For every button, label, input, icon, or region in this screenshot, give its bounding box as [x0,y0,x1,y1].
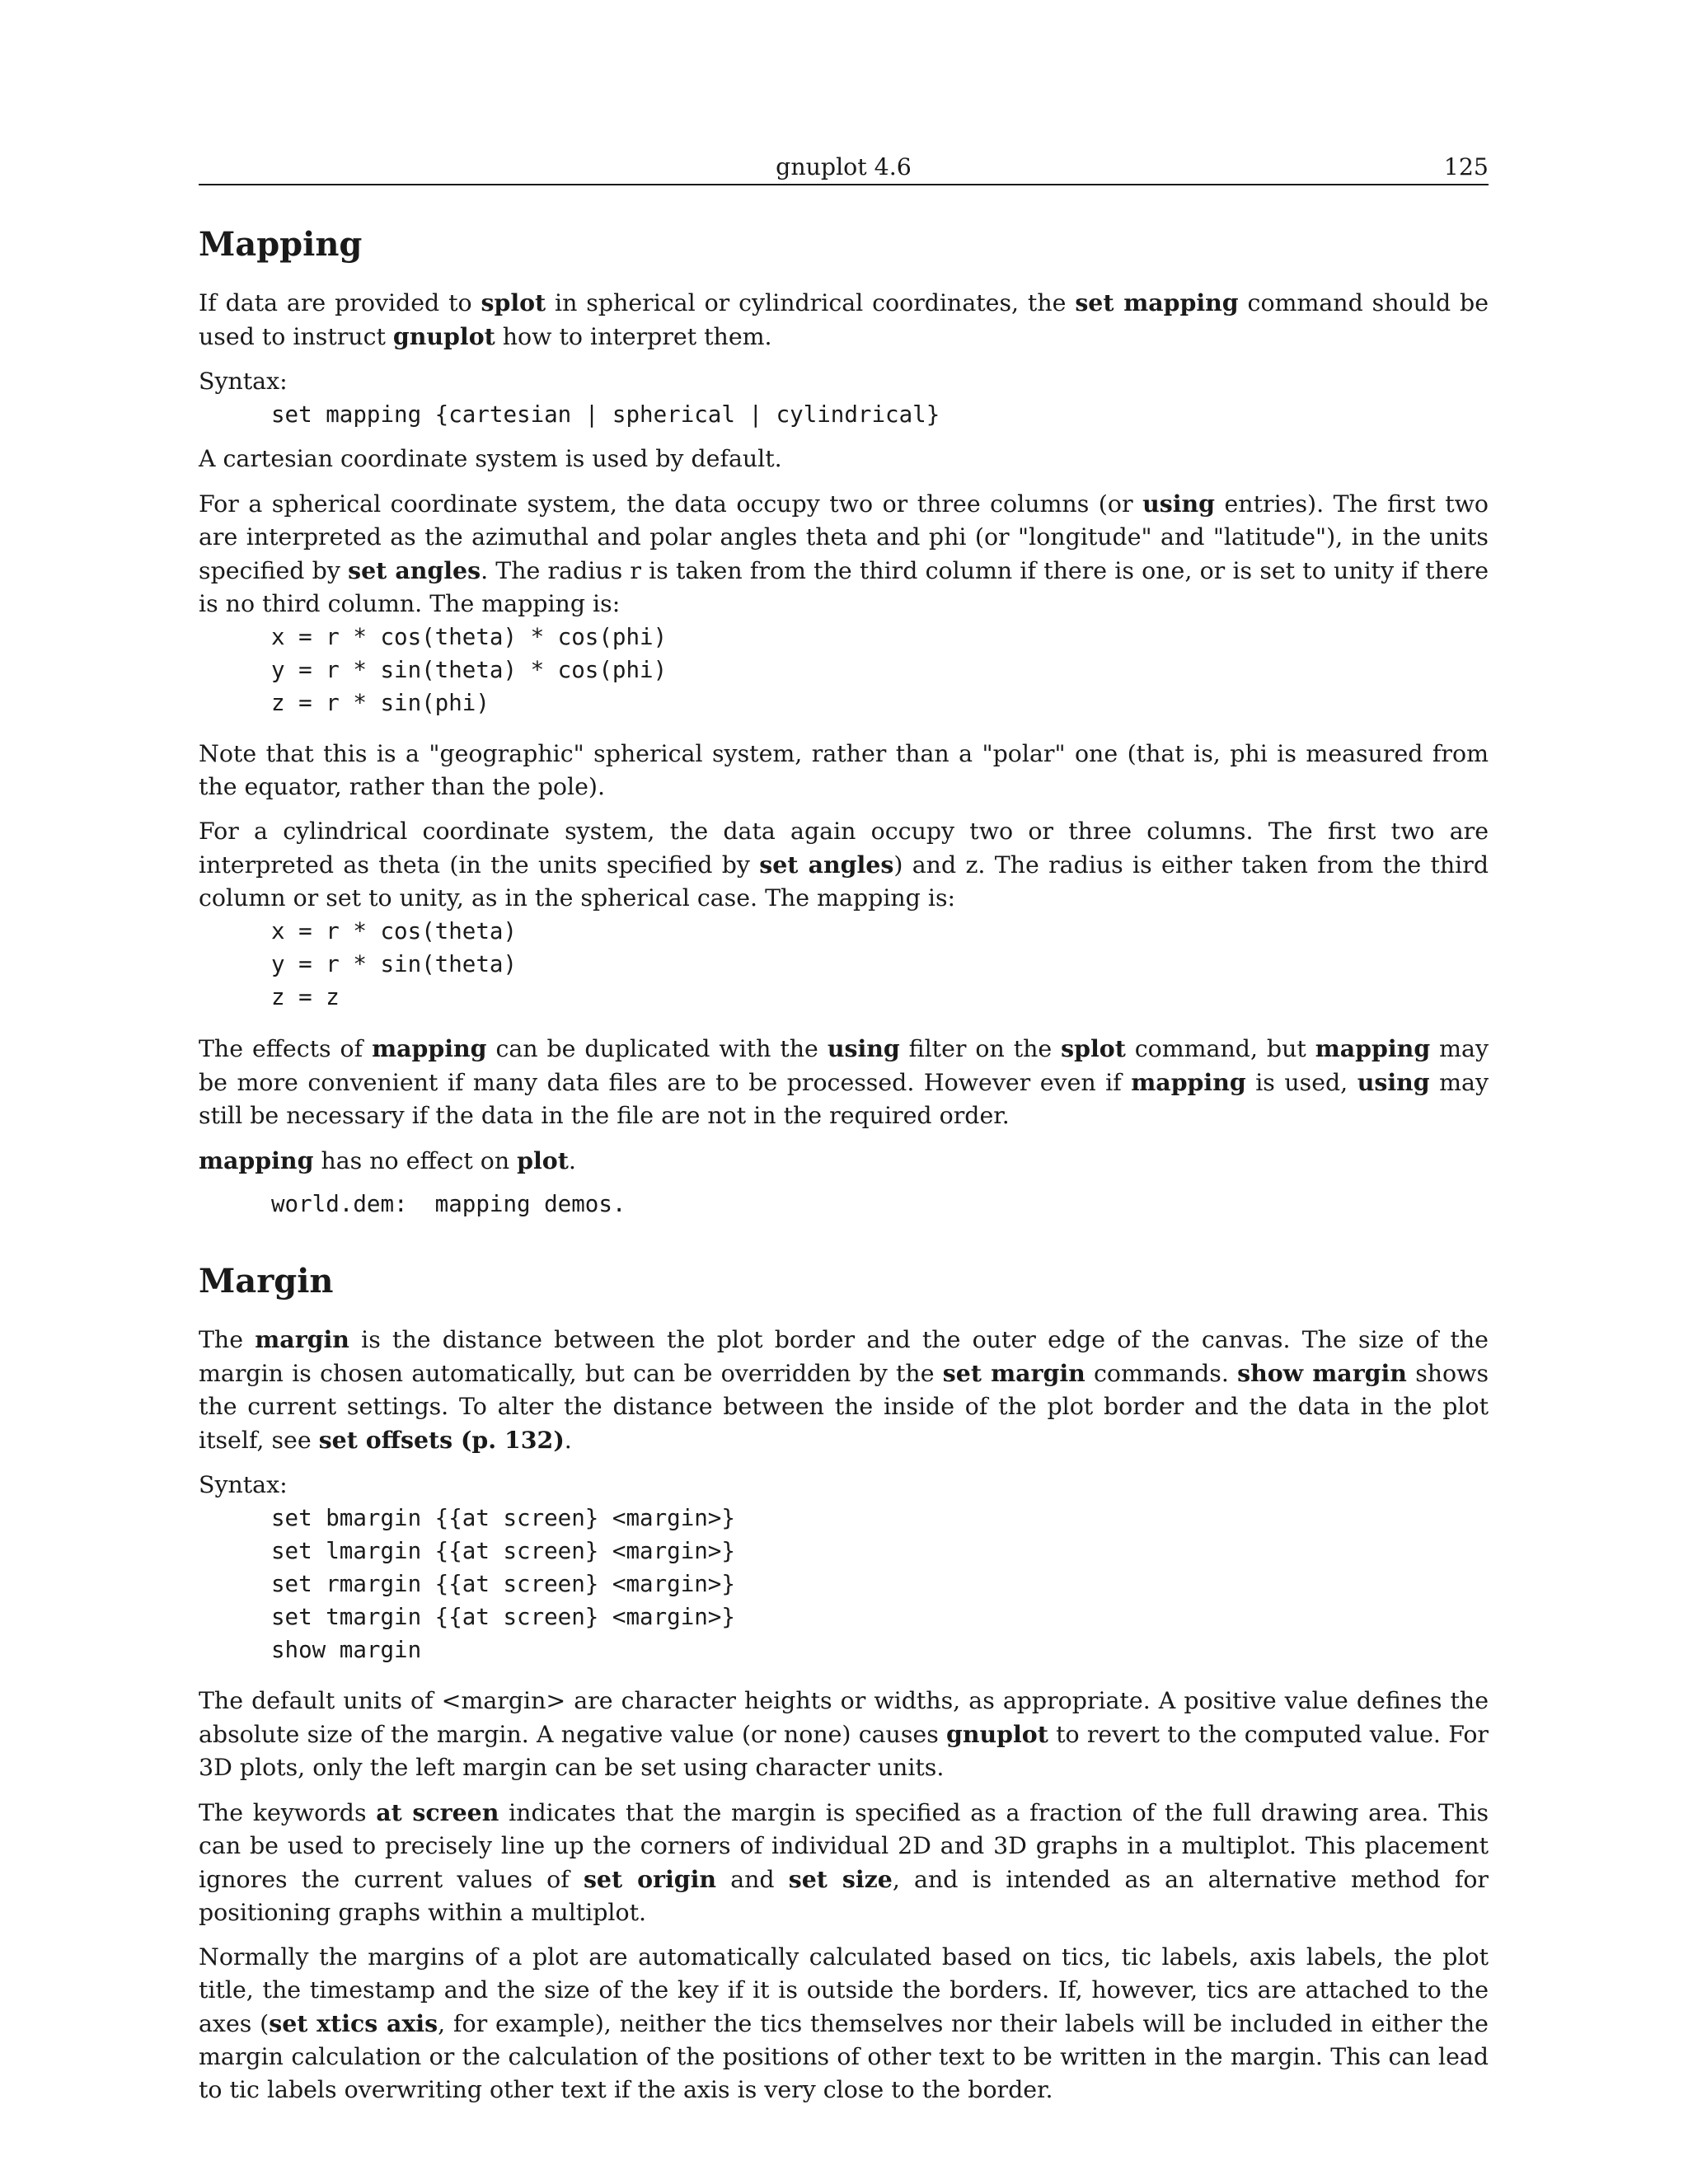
syntax-label: Syntax: [199,1471,288,1498]
page-number: 125 [1443,153,1489,180]
bold-term: mapping [1131,1068,1246,1096]
bold-term: set xtics axis [269,2009,438,2037]
bold-term: at screen [376,1798,499,1826]
paragraph: If data are provided to splot in spherical or cylindrical coordinates, the set mapping command should be used to instruct gnuplot how to interpret them. [199,288,1489,350]
code-block: x = r * cos(theta) * cos(phi) y = r * sin(theta) * cos(phi) z = r * sin(phi) [271,624,668,716]
paragraph: A cartesian coordinate system is used by default. [199,445,782,472]
bold-term: gnuplot [946,1720,1048,1748]
margin-section [199,1262,1489,2107]
bold-term: show margin [1237,1359,1407,1387]
paragraph: For a spherical coordinate system, the data occupy two or three columns (or using entries). The first two are interpreted as the azimuthal and polar angles theta and phi (or "longitude" and "latitude"), in the units specified by set angles. The radius r is taken from the third column if there is one, or is set to unity if there is no third column. The mapping is: [199,490,1489,617]
mapping-section [199,225,1489,1221]
bold-term: set angles [348,556,481,584]
bold-term: mapping [372,1034,487,1062]
code-block: world.dem: mapping demos. [271,1191,626,1217]
bold-term: mapping [1315,1034,1431,1062]
code-block: set bmargin {{at screen} <margin>} set lmargin {{at screen} <margin>} set rmargin {{at screen} <margin>} set tmargin {{at screen} <margin>} show margin [271,1505,735,1663]
paragraph: The default units of <margin> are character heights or widths, as appropriate. A positive value defines the absolute size of the margin. A negative value (or none) causes gnuplot to revert to the computed value. For 3D plots, only the left margin can be set using character units. [199,1687,1489,1781]
bold-term: using [1142,490,1215,518]
bold-term: gnuplot [392,322,495,350]
bold-term: set size [788,1865,893,1893]
bold-term: mapping [199,1146,314,1174]
page-content [199,151,1489,2118]
paragraph: Normally the margins of a plot are automatically calculated based on tics, tic labels, axis labels, the plot title, the timestamp and the size of the key if it is outside the borders. If, however, tics are attached to the axes (set xtics axis, for example), neither the tics themselves nor their labels will be included in either the margin calculation or the calculation of the positions of other text to be written in the margin. This can lead to tic labels overwriting other text if the axis is very close to the border. [199,1943,1489,2103]
code-block: x = r * cos(theta) y = r * sin(theta) z = z [271,918,518,1010]
paragraph: The margin is the distance between the plot border and the outer edge of the canvas. The size of the margin is chosen automatically, but can be overridden by the set margin commands. show margin shows the current settings. To alter the distance between the inside of the plot border and the data in the plot itself, see set offsets (p. 132). [199,1325,1489,1454]
bold-term: set margin [942,1359,1085,1387]
paragraph: The effects of mapping can be duplicated with the using filter on the splot command, but mapping may be more convenient if many data files are to be processed. However even if mapping is used, using may still be necessary if the data in the file are not in the required order. [199,1034,1489,1129]
paragraph: For a cylindrical coordinate system, the data again occupy two or three columns. The first two are interpreted as theta (in the units specified by set angles) and z. The radius is either taken from the third column or set to unity, as in the spherical case. The mapping is: [199,818,1489,912]
section-heading-mapping: Mapping [199,225,363,264]
bold-term: margin [255,1325,349,1353]
running-header [199,151,1489,185]
paragraph: Note that this is a "geographic" spherical system, rather than a "polar" one (that is, phi is measured from the equator, rather than the pole). [199,740,1489,800]
header-title: gnuplot 4.6 [776,153,912,180]
bold-term: using [1357,1068,1430,1096]
code-block: set mapping {cartesian | spherical | cylindrical} [271,401,940,428]
paragraph: mapping has no effect on plot. [199,1146,576,1174]
bold-term: set angles [759,851,894,879]
bold-term: set origin [583,1865,717,1893]
bold-term: set mapping [1075,288,1239,316]
paragraph: The keywords at screen indicates that the margin is specified as a fraction of the full drawing area. This can be used to precisely line up the corners of individual 2D and 3D graphs in a multiplot. This placement ignores the current values of set origin and set size, and is intended as an alternative method for positioning graphs within a multiplot. [199,1798,1489,1926]
bold-term: splot [481,288,546,316]
bold-term: set offsets (p. 132) [318,1426,565,1454]
bold-term: plot [517,1146,569,1174]
bold-term: using [827,1034,900,1062]
bold-term: splot [1061,1034,1126,1062]
section-heading-margin: Margin [199,1262,334,1301]
syntax-label: Syntax: [199,368,288,395]
